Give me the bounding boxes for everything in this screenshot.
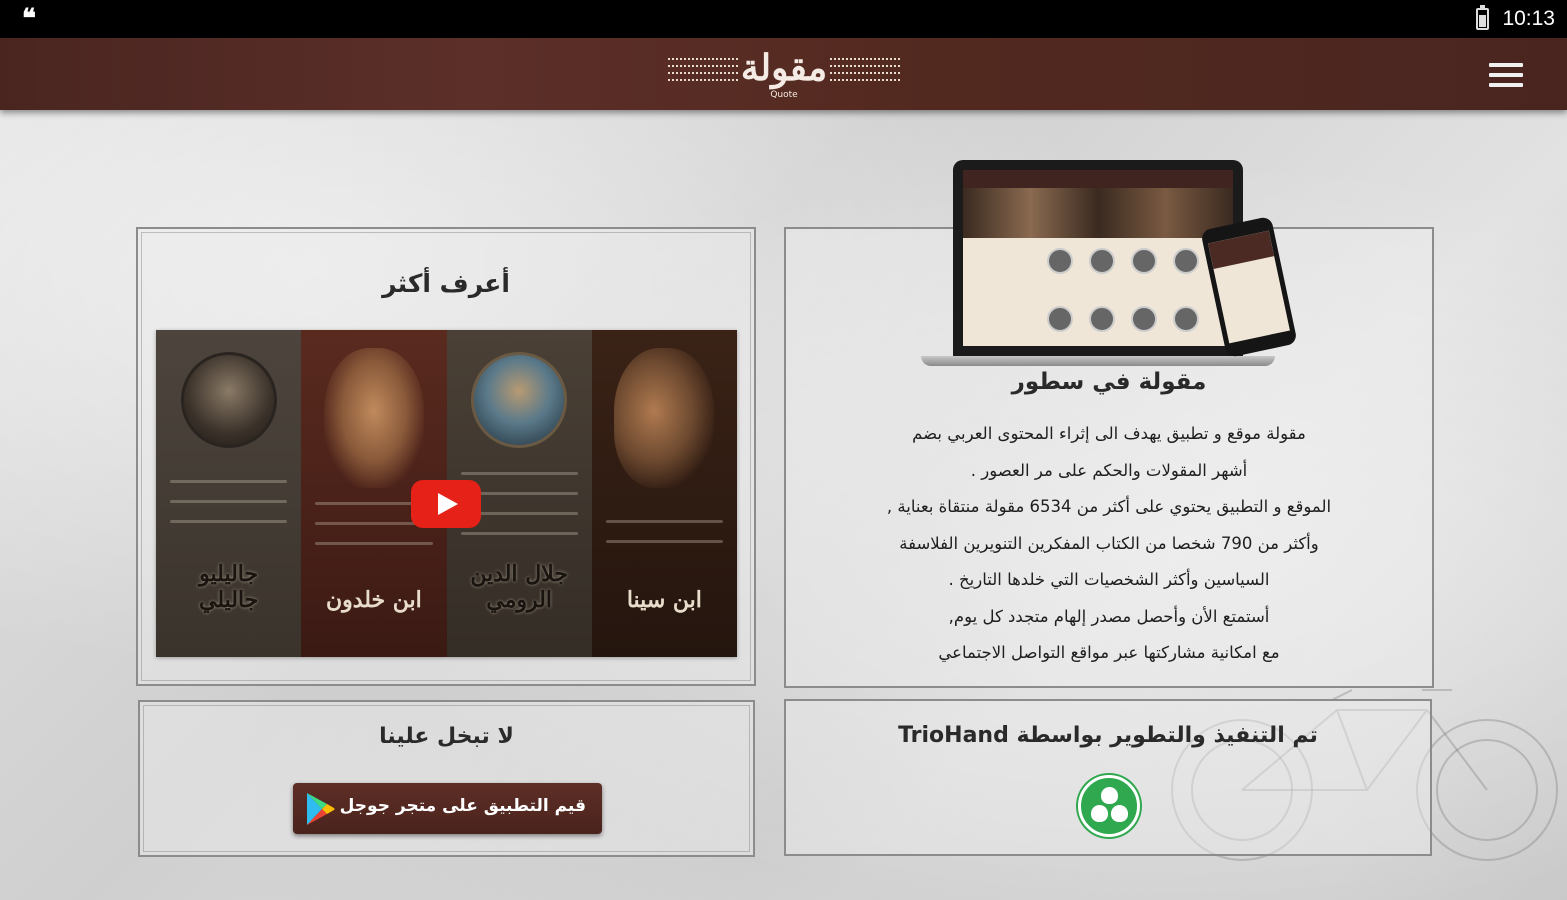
play-icon[interactable] <box>411 480 481 528</box>
about-line: الموقع و التطبيق يحتوي على أكثر من 6534 مقولة منتقاة بعناية , <box>886 497 1332 516</box>
logo-decoration <box>668 58 738 86</box>
status-bar <box>0 0 1567 38</box>
app-logo[interactable] <box>668 44 900 104</box>
calligraphy-name: ابن سينا <box>626 587 702 613</box>
rate-button-label: قيم التطبيق على متجر جوجل <box>339 796 586 816</box>
about-line: أستمتع الأن وأحصل مصدر إلهام متجدد كل يوم, <box>948 606 1270 626</box>
calligraphy-name: ابن خلدون <box>325 587 422 613</box>
triohand-logo-icon[interactable] <box>1078 775 1140 837</box>
learn-more-title: أعرف أكثر <box>382 269 510 298</box>
quote-icon: ❝ <box>22 4 36 34</box>
app-header <box>0 38 1567 110</box>
about-line: وأكثر من 790 شخصا من الكتاب المفكرين التنويرين الفلاسفة <box>899 533 1319 553</box>
portrait <box>471 352 567 448</box>
hamburger-menu-icon[interactable] <box>1489 63 1523 89</box>
about-line: مع امكانية مشاركتها عبر مواقع التواصل الاجتماعي <box>938 643 1280 662</box>
rate-on-google-play-button[interactable] <box>293 783 602 834</box>
logo-text: مقولة <box>740 47 828 89</box>
google-play-icon <box>305 792 335 826</box>
promo-video[interactable] <box>156 330 737 657</box>
about-line: مقولة موقع و تطبيق يهدف الى إثراء المحتوى العربي بضم <box>912 424 1306 443</box>
developer-panel <box>784 699 1432 856</box>
calligraphy-name: جاليليو جاليلي <box>198 561 259 613</box>
status-time: 10:13 <box>1502 7 1555 30</box>
battery-icon <box>1476 8 1489 30</box>
calligraphy-name: جلال الدين الرومي <box>470 561 568 613</box>
portrait <box>614 348 714 488</box>
learn-more-panel <box>136 227 756 686</box>
portrait <box>181 352 277 448</box>
rate-title: لا تبخل علينا <box>379 724 514 749</box>
video-card-galileo <box>156 330 301 657</box>
logo-decoration <box>830 58 900 86</box>
about-line: السياسين وأكثر الشخصيات التي خلدها التاريخ . <box>948 570 1270 589</box>
about-title: مقولة في سطور <box>1011 369 1207 395</box>
about-line: أشهر المقولات والحكم على مر العصور . <box>970 460 1248 480</box>
portrait <box>324 348 424 488</box>
developer-title: تم التنفيذ والتطوير بواسطة TrioHand <box>898 723 1318 748</box>
video-card-ibn-sina <box>592 330 737 657</box>
about-panel <box>784 227 1434 688</box>
rate-app-panel <box>138 700 755 857</box>
laptop-icon <box>953 160 1243 356</box>
about-description <box>806 416 1412 672</box>
devices-mockup-image <box>921 160 1301 375</box>
logo-subtitle: Quote <box>770 90 798 100</box>
